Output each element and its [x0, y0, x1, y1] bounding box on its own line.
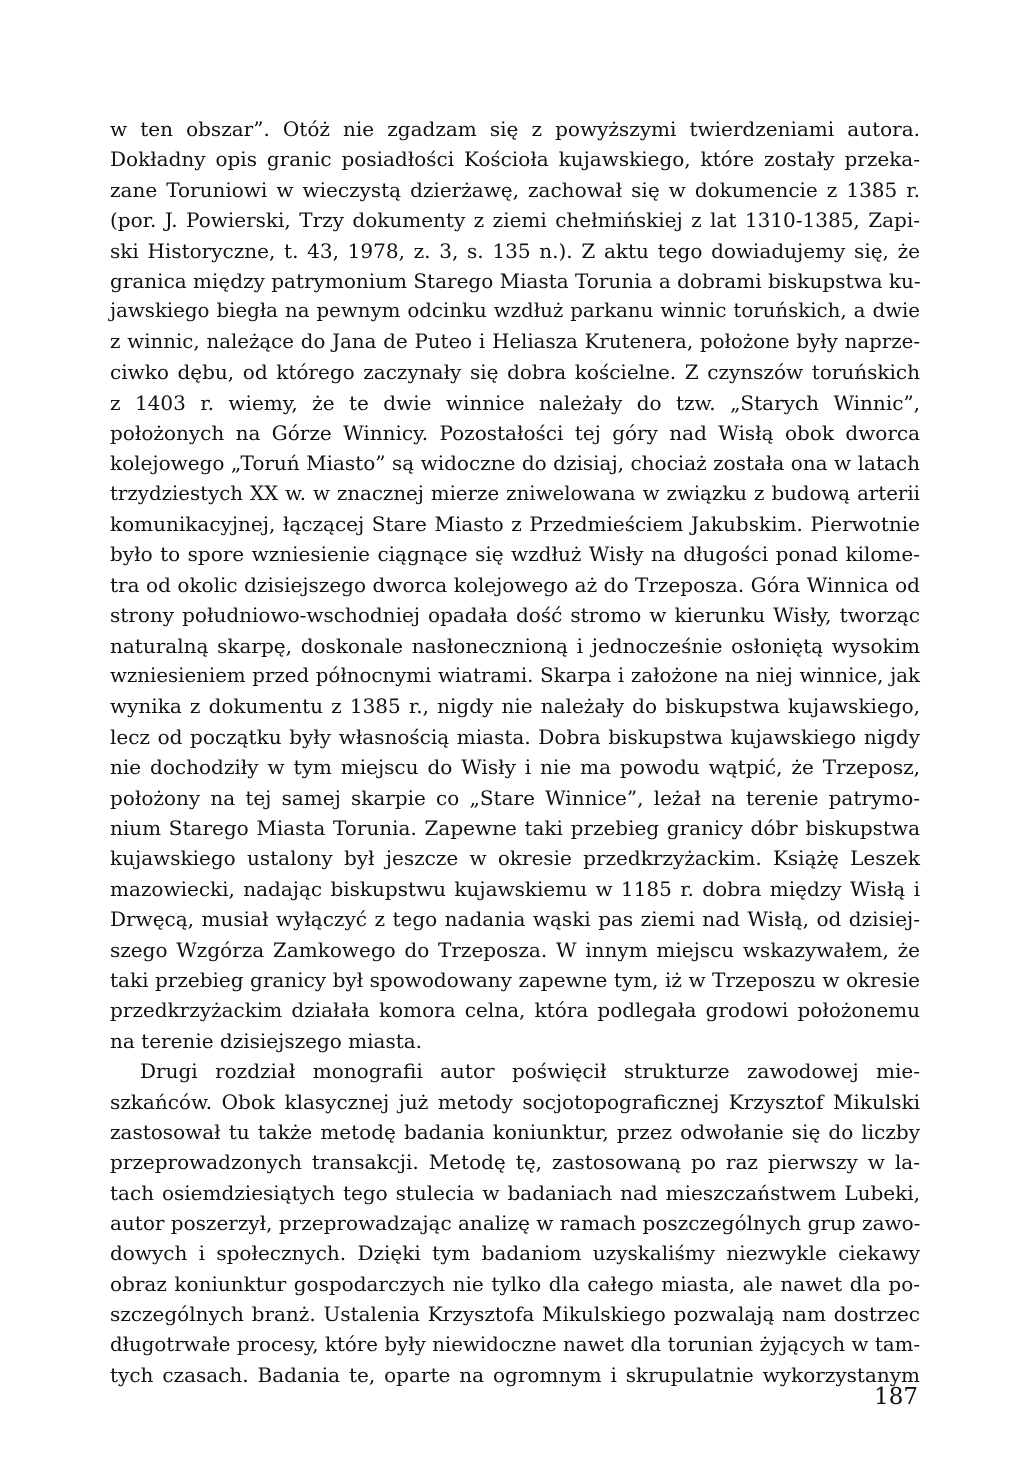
text-line: komunikacyjnej, łączącej Stare Miasto z Przedmieściem Jakubskim. Pierwotnie [110, 512, 920, 537]
text-line: na terenie dzisiejszego miasta. [110, 1028, 423, 1053]
text-line: szczególnych branż. Ustalenia Krzysztofa Mikulskiego pozwalają nam dostrzec [110, 1302, 920, 1327]
text-line: nie dochodziły w tym miejscu do Wisły i nie ma powodu wątpić, że Trzeposz, [110, 755, 920, 780]
text-line: położony na tej samej skarpie co „Stare Winnice”, leżał na terenie patrymo- [110, 785, 920, 810]
page-number: 187 [874, 1384, 918, 1410]
text-line: przeprowadzonych transakcji. Metodę tę, zastosowaną po raz pierwszy w la- [110, 1150, 920, 1175]
body-text [110, 114, 920, 1390]
text-line: Dokładny opis granic posiadłości Kościoła kujawskiego, które zostały przeka- [110, 147, 920, 172]
text-line: naturalną skarpę, doskonale nasłonecznioną i jednocześnie osłoniętą wysokim [110, 633, 920, 658]
text-line: jawskiego biegła na pewnym odcinku wzdłuż parkanu winnic toruńskich, a dwie [110, 299, 920, 323]
text-line: tra od okolic dzisiejszego dworca kolejowego aż do Trzeposza. Góra Winnica od [110, 572, 920, 597]
paragraph [110, 114, 920, 1056]
text-line: szego Wzgórza Zamkowego do Trzeposza. W innym miejscu wskazywałem, że [110, 937, 920, 962]
text-line: lecz od początku były własnością miasta. Dobra biskupstwa kujawskiego nigdy [110, 724, 920, 749]
paragraph [110, 1056, 920, 1390]
text-line: kolejowego „Toruń Miasto” są widoczne do dzisiaj, chociaż została ona w latach [110, 451, 920, 476]
text-line: (por. J. Powierski, Trzy dokumenty z ziemi chełmińskiej z lat 1310-1385, Zapi- [110, 208, 920, 233]
text-line: tach osiemdziesiątych tego stulecia w badaniach nad mieszczaństwem Lubeki, [110, 1180, 920, 1205]
text-line: położonych na Górze Winnicy. Pozostałości tej góry nad Wisłą obok dworca [110, 420, 920, 445]
text-line: w ten obszar”. Otóż nie zgadzam się z powyższymi twierdzeniami autora. [110, 117, 920, 141]
text-line: zane Toruniowi w wieczystą dzierżawę, zachował się w dokumencie z 1385 r. [110, 177, 920, 202]
text-line: tych czasach. Badania te, oparte na ogromnym i skrupulatnie wykorzystanym [110, 1363, 920, 1388]
text-line: obraz koniunktur gospodarczych nie tylko dla całego miasta, ale nawet dla po- [110, 1271, 920, 1296]
text-line: strony południowo-wschodniej opadała dość stromo w kierunku Wisły, tworząc [110, 603, 920, 628]
text-line: Drugi rozdział monografii autor poświęcił strukturze zawodowej mie- [140, 1059, 920, 1084]
text-line: nium Starego Miasta Torunia. Zapewne taki przebieg granicy dóbr biskupstwa [110, 815, 920, 840]
text-line: wynika z dokumentu z 1385 r., nigdy nie należały do biskupstwa kujawskiego, [110, 694, 920, 719]
text-line: szkańców. Obok klasycznej już metody socjotopograficznej Krzysztof Mikulski [110, 1089, 920, 1114]
text-line: mazowiecki, nadając biskupstwu kujawskiemu w 1185 r. dobra między Wisłą i [110, 876, 920, 901]
text-line: długotrwałe procesy, które były niewidoczne nawet dla torunian żyjących w tam- [110, 1332, 920, 1356]
text-line: zastosował tu także metodę badania koniunktur, przez odwołanie się do liczby [110, 1119, 920, 1144]
text-line: autor poszerzył, przeprowadzając analizę w ramach poszczególnych grup zawo- [110, 1211, 921, 1236]
text-line: taki przebieg granicy był spowodowany zapewne tym, iż w Trzeposzu w okresie [110, 967, 920, 992]
text-line: było to spore wzniesienie ciągnące się wzdłuż Wisły na długości ponad kilome- [110, 542, 920, 567]
text-line: z 1403 r. wiemy, że te dwie winnice należały do tzw. „Starych Winnic”, [110, 390, 920, 415]
text-line: ski Historyczne, t. 43, 1978, z. 3, s. 135 n.). Z aktu tego dowiadujemy się, że [110, 238, 920, 263]
text-line: dowych i społecznych. Dzięki tym badaniom uzyskaliśmy niezwykle ciekawy [110, 1241, 920, 1266]
text-line: granica między patrymonium Starego Miasta Torunia a dobrami biskupstwa ku- [110, 268, 921, 293]
text-line: z winnic, należące do Jana de Puteo i Heliasza Krutenera, położone były naprze- [110, 329, 920, 353]
text-line: trzydziestych XX w. w znacznej mierze zniwelowana w związku z budową arterii [110, 481, 920, 505]
text-line: przedkrzyżackim działała komora celna, która podlegała grodowi położonemu [110, 998, 920, 1023]
text-line: Drwęcą, musiał wyłączyć z tego nadania wąski pas ziemi nad Wisłą, od dzisiej- [110, 907, 920, 932]
text-line: wzniesieniem przed północnymi wiatrami. Skarpa i założone na niej winnice, jak [110, 664, 920, 688]
text-line: kujawskiego ustalony był jeszcze w okresie przedkrzyżackim. Książę Leszek [110, 846, 920, 871]
text-line: ciwko dębu, od którego zaczynały się dobra kościelne. Z czynszów toruńskich [110, 360, 920, 385]
